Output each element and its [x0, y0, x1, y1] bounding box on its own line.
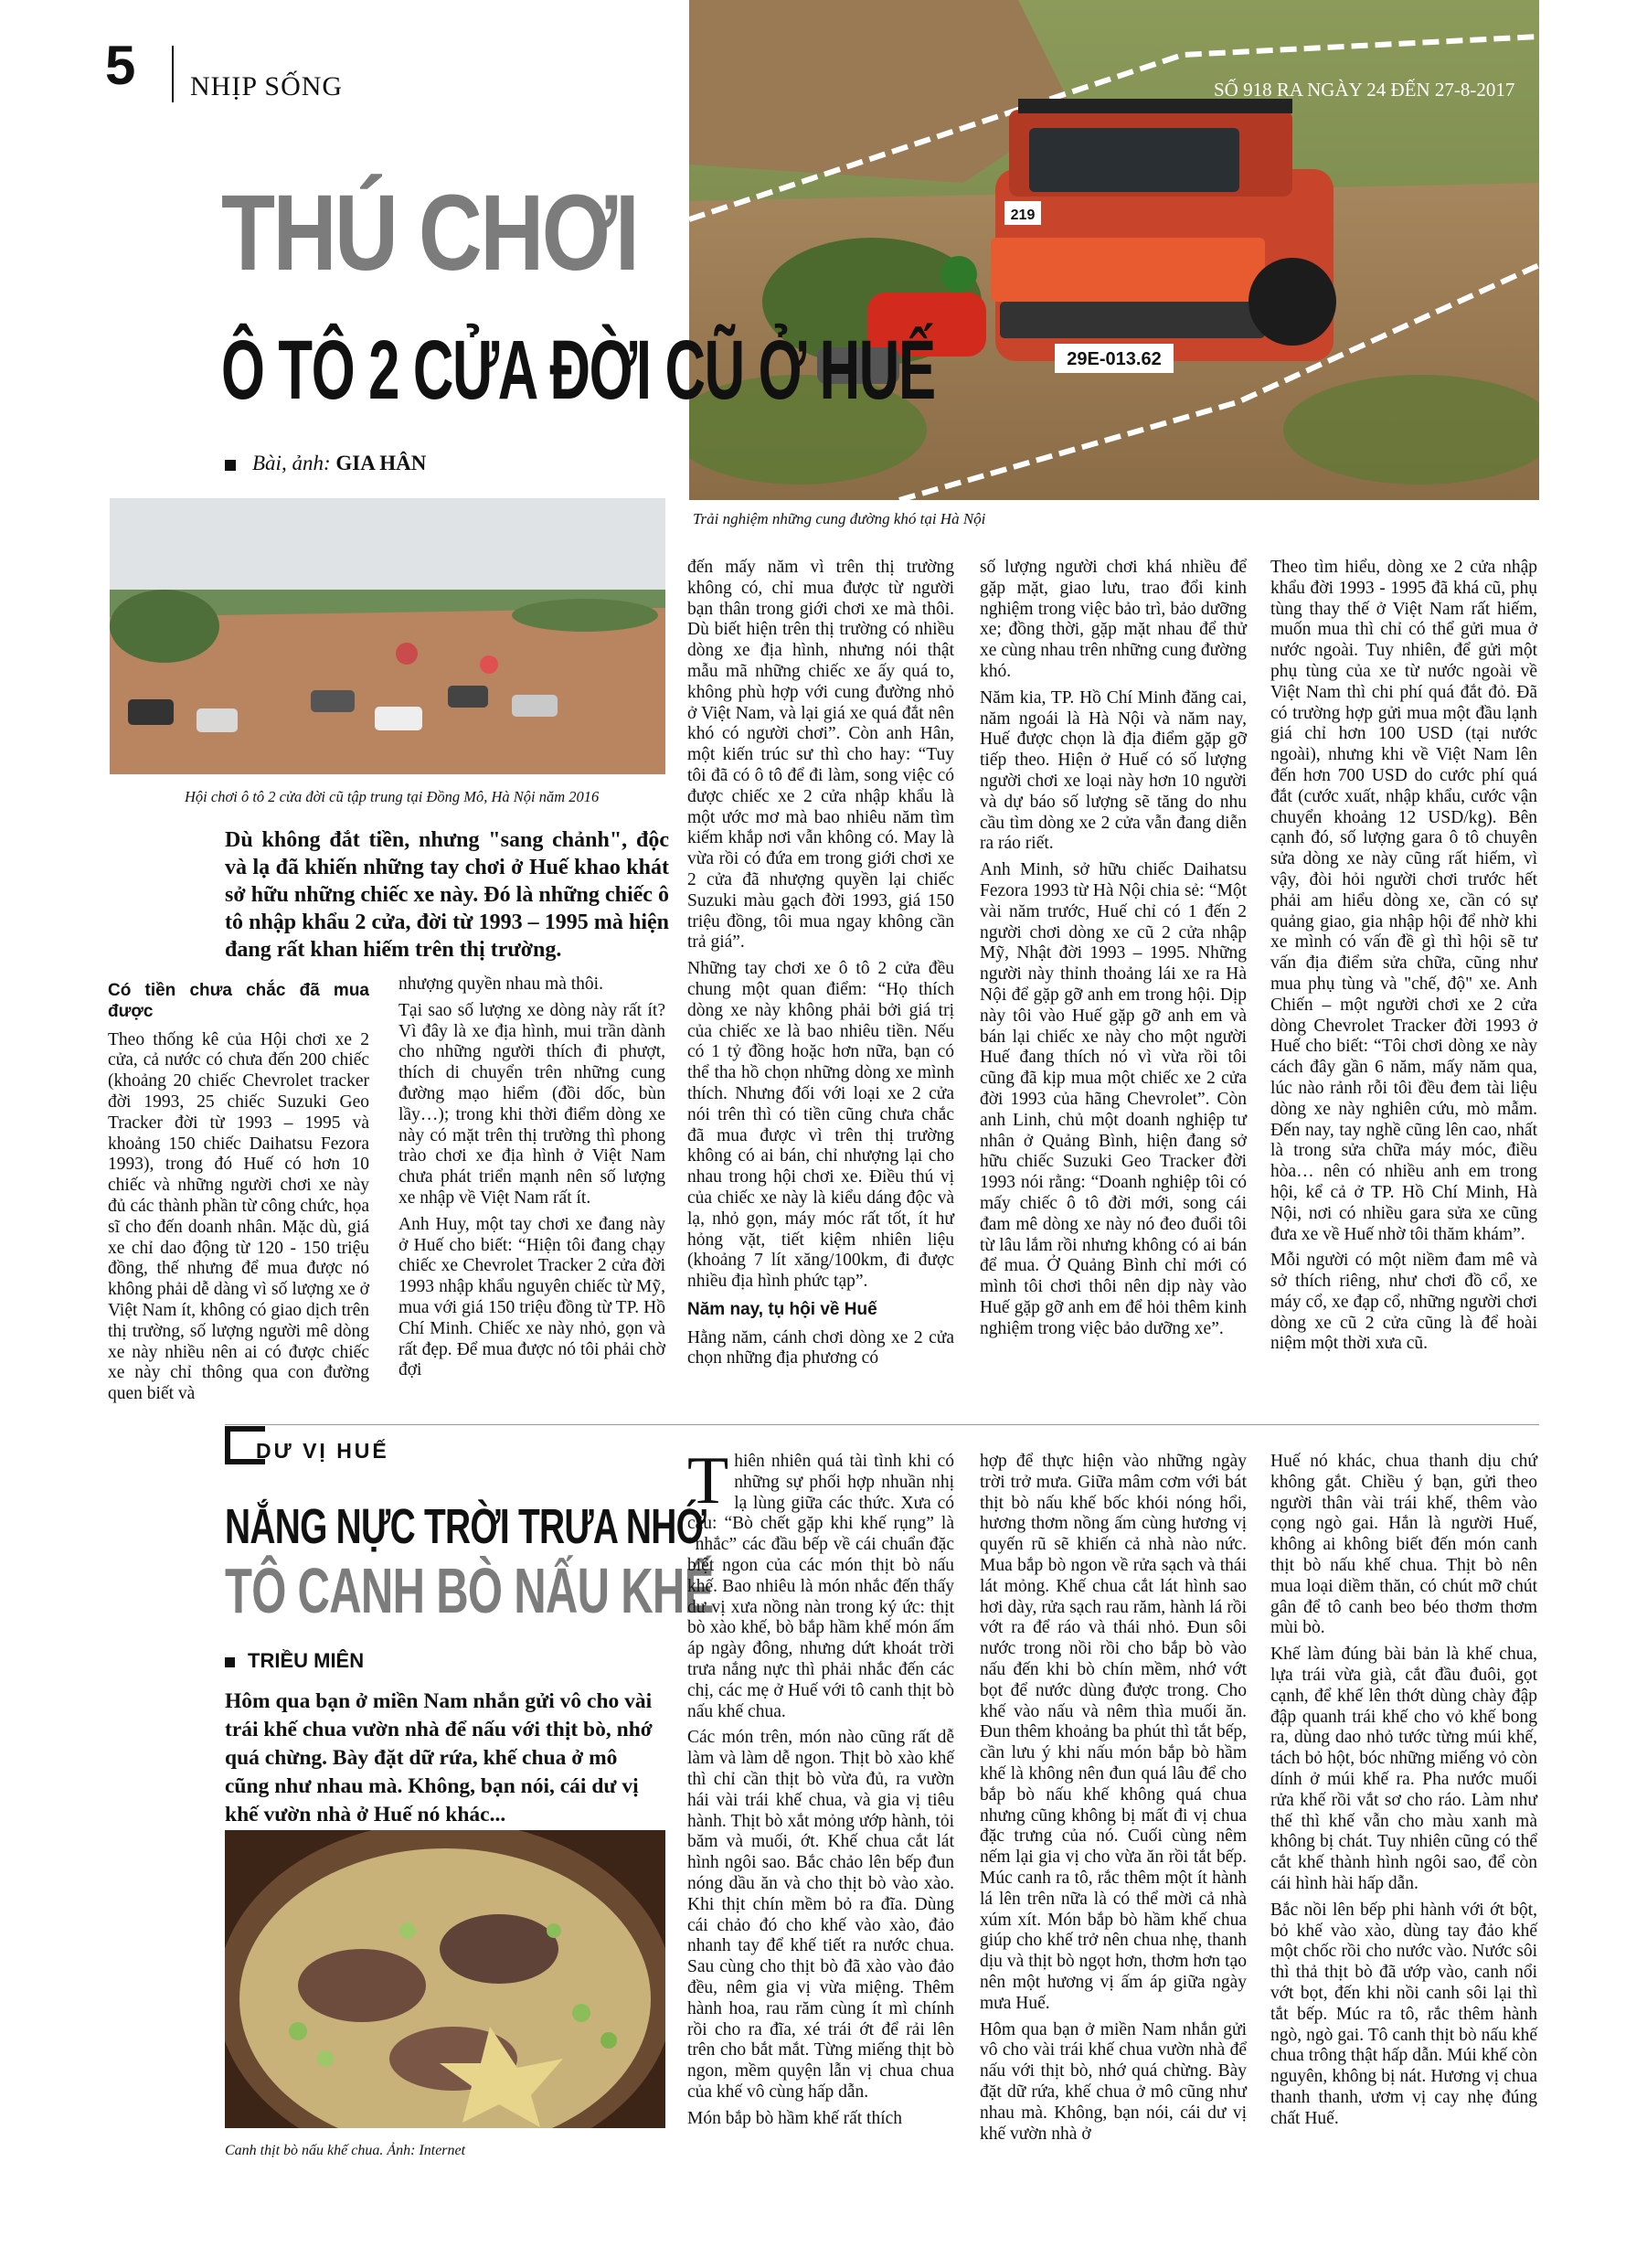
- photo-food-caption: Canh thịt bò nấu khế chua. Ảnh: Internet: [225, 2143, 466, 2158]
- byline-square-icon: [225, 460, 236, 471]
- article1-paragraph: đến mấy năm vì trên thị trường không có, chỉ mua được từ người bạn thân trong giới chơi xe mà thôi. Dù biết hiện trên thị trường có nhiều dòng xe địa hình, nhưng nói thật mẫu mã những chiếc xe ấy quá to, không phù hợp với cung đường nhỏ ở Việt Nam, và lại giá xe quá đắt nên khó có người chơi”. Còn anh Hân, một kiến trúc sư thì cho hay: “Tuy tôi đã có ô tô để đi làm, song việc có được chiếc xe 2 cửa nhập khẩu là một ước mơ mà bao nhiêu năm tìm kiếm khắp nơi vẫn không có. May là vừa rồi có đứa em trong giới chơi xe 2 cửa đã nhượng quyền lại chiếc Suzuki màu gạch đời 1993, giá 150 triệu đồng, tôi mua ngay không cần trả giá”.: [687, 558, 954, 953]
- article1-column-2: [398, 974, 665, 1387]
- soup-illustration: [225, 1830, 665, 2128]
- article1-subheading-2: Năm nay, tụ hội về Huế: [687, 1299, 877, 1319]
- meetup-illustration: [110, 498, 665, 774]
- license-plate: 29E-013.62: [1067, 349, 1162, 369]
- article1-title-line1: THÚ CHƠI: [221, 173, 638, 293]
- article1-paragraph: Hằng năm, cánh chơi dòng xe 2 cửa chọn những địa phương có: [687, 1327, 954, 1368]
- article2-paragraph: Hôm qua bạn ở miền Nam nhắn gửi vô cho vài trái khế chua vườn nhà để nấu với thịt bò, nhớ quá chừng. Bày đặt dữ rứa, khế chua ở mô cũng như nhau mà. Không, bạn nói, cái dư vị khế vườn nhà ở: [980, 2019, 1247, 2144]
- article2-paragraph: Khế làm đúng bài bản là khế chua, lựa trái vừa già, cắt đầu đuôi, gọt cạnh, để khế lên thớt dùng chày đập đập quanh trái khế cho vỏ khế bong ra, dùng dao nhỏ tước từng múi khế, tách bỏ hột, bóc những miếng vỏ còn dính ở múi khế ra. Pha nước muối rửa khế rồi vắt sơ cho ráo. Làm như thế thì khế vẫn cho màu xanh mà không bị chát. Tuy nhiên cũng có thể cắt khế thành hình ngôi sao, để còn cái hình hài hấp dẫn.: [1270, 1645, 1537, 1893]
- article2-column-1: [687, 1443, 954, 2135]
- article2-paragraph: Bắc nồi lên bếp phi hành với ớt bột, bỏ khế vào xào, dùng tay đảo khế một chốc rồi cho nước vào. Nước sôi thì thả thịt bò đã ướp vào, canh nổi vớt bọt, đến khi nồi canh sôi lại thì tắt bếp. Múc ra tô, rắc thêm hành ngò, ngò gai. Tô canh thịt bò nấu khế chua trông thật hấp dẫn. Múi khế còn nguyên, không bị nát. Hương vị chua thanh thanh, ươm vị cay nhẹ đúng chất Huế.: [1270, 1900, 1537, 2128]
- article2-paragraph-text: hiên nhiên quá tài tình khi có những sự phối hợp nhuần nhị lạ lùng giữa các thức. Xưa có câu: “Bò chết gặp khi khế rụng” là “nhắc” các đầu bếp về cái chuẩn đặc biệt ngon của các món thịt bò nấu khế. Bao nhiêu là món nhắc đến thấy dư vị xưa nồng nàn trong ký ức: thịt bò xào khế, bò bắp hầm khế món ấm áp ngày đông, nhưng dứt khoát trời trưa nắng nực thì phải nhắc đến các chị, các mẹ ở Huế với tô canh thịt bò nấu khế chua.: [687, 1452, 954, 1721]
- article1-paragraph: Anh Minh, sở hữu chiếc Daihatsu Fezora 1993 từ Hà Nội chia sẻ: “Một vài năm trước, Huế chỉ có 1 đến 2 người chơi dòng xe cũ 2 cửa nhập Mỹ, Nhật đời 1993 – 1995. Những người này thỉnh thoảng lái xe ra Hà Nội để gặp gỡ anh em trong hội. Dịp này tôi vào Huế gặp gỡ anh em và bán lại chiếc xe này cho một người Huế đang thích nó vì vừa rồi tôi cũng đã kịp mua một chiếc xe 2 cửa đời 1993 của hãng Chevrolet”. Còn anh Linh, chủ một doanh nghiệp tư nhân ở Quảng Bình, hiện đang sở hữu chiếc Suzuki Geo Tracker đời 1993 nói rằng: “Doanh nghiệp tôi có mấy chiếc ô tô đời mới, song cái đam mê dòng xe này nó đeo đuổi tôi từ lâu lắm rồi nhưng không có ai bán để mua. Ở Quảng Bình chỉ mới có mình tôi chơi thôi nên dịp này vào Huế gặp gỡ anh em để hỏi thêm kinh nghiệm trong việc bảo dưỡng xe”.: [980, 860, 1247, 1338]
- article1-byline: [225, 452, 426, 475]
- article1-column-3: [687, 558, 954, 1375]
- photo-beef-starfruit-soup: [225, 1830, 665, 2128]
- byline-prefix: Bài, ảnh:: [252, 452, 331, 474]
- article2-title-line1: NẮNG NỰC TRỜI TRƯA NHỚ: [225, 1499, 707, 1554]
- offroad-car-illustration: [689, 0, 1539, 500]
- dropcap: T: [687, 1443, 729, 1518]
- article1-subheading-1: Có tiền chưa chắc đã mua được: [108, 981, 369, 1021]
- article2-title-line2: TÔ CANH BÒ NẤU KHẾ: [225, 1555, 714, 1626]
- photo-main-caption: Trải nghiệm những cung đường khó tại Hà Nội: [693, 510, 986, 527]
- section-tag-label: DƯ VỊ HUẾ: [256, 1439, 389, 1463]
- article2-paragraph: hợp để thực hiện vào những ngày trời trở mưa. Giữa mâm cơm với bát thịt bò nấu khế bốc khói nóng hổi, hương thơm nồng ấm cùng hương vị quyến rũ sẽ khiến cả nhà nào nức. Mua bắp bò ngon về rửa sạch và thái lát mỏng. Khế chua cắt lát hình sao hơi dày, rửa sạch rau răm, hành lá rồi vớt ra để ráo và thái nhỏ. Đun sôi nước trong nồi rồi cho bắp bò vào nấu đến khi bò chín mềm, nhớ vớt bọt để nước dùng được trong. Cho khế vào nấu và nêm thìa muối ăn. Đun thêm khoảng ba phút thì tắt bếp, cần lưu ý khi nấu món bắp bò hầm khế là không nên đun quá lâu để cho bắp bò nấu khế không quá chua nhưng cũng không bị mất đi vị chua đặc trưng của nó. Cuối cùng nêm nếm lại gia vị cho vừa ăn rồi tắt bếp. Múc canh ra tô, rắc thêm một ít hành lá lên trên nữa là có thể mời cả nhà xúm xít. Món bắp bò hầm khế chua giúp cho khế trở nên chua nhẹ, thanh dịu và thịt bò ngọt hơn, thơm hơn tạo nên một hương vị ấm áp giữa ngày mưa Huế.: [980, 1452, 1247, 2013]
- car-number: 219: [1010, 208, 1036, 223]
- article1-column-4: [980, 558, 1247, 1345]
- article2-column-3: [1270, 1452, 1537, 2135]
- article1-paragraph: Những tay chơi xe ô tô 2 cửa đều chung một quan điểm: “Họ thích dòng xe này không phải bởi giá trị của chiếc xe là bao nhiêu tiền. Nếu có 1 tỷ đồng hoặc hơn nữa, bạn có thể tha hồ chọn những dòng xe mình thích. Nhưng đối với loại xe 2 cửa nói trên thì có tiền cũng chưa chắc đã mua được vì trên thị trường không có ai bán, chỉ nhượng lại cho nhau trong hội chơi xe. Điều thú vị của chiếc xe này là kiểu dáng độc và lạ, nhỏ gọn, máy móc rất tốt, ít hư hỏng vặt, tiết kiệm nhiên liệu (khoảng 7 lít xăng/100km, đi được nhiều địa hình phức tạp”.: [687, 959, 954, 1292]
- article1-paragraph: Tại sao số lượng xe dòng này rất ít? Vì đây là xe địa hình, mui trần dành cho những người thích đi phượt, thích di chuyển trên những cung đường mạo hiểm (đồi dốc, bùn lầy…); trong khi thời điểm dòng xe này có mặt trên thị trường thì phong trào chơi xe địa hình ở Việt Nam chưa phát triển mạnh nên số lượng xe nhập về Việt Nam rất ít.: [398, 1000, 665, 1208]
- article2-paragraph: Các món trên, món nào cũng rất dễ làm và làm dễ ngon. Thịt bò xào khế thì chỉ cần thịt bò vừa đủ, ra vườn hái vài trái khế chua, và gia vị tiêu hành. Thịt bò xắt mỏng ướp hành, tỏi băm và muối, ớt. Khế chua cắt lát hình ngôi sao. Bắc chảo lên bếp đun nóng dầu ăn và cho thịt bò vào xào. Khi thịt chín mềm bỏ ra đĩa. Dùng cái chảo đó cho khế vào xào, đảo nhanh tay để khế tiết ra nước chua. Sau cùng cho thịt bò đã xào vào đảo đều, nêm gia vị vừa miệng. Thêm hành hoa, rau răm cùng ít mì chính rồi cho ra đĩa, xé trái ớt để rải lên trên cho bắt mắt. Từng miếng thịt bò ngon, mềm quyện lẫn vị chua chua của khế vô cùng hấp dẫn.: [687, 1728, 954, 2102]
- article2-paragraph: Huế nó khác, chua thanh dịu chứ không gắt. Chiều ý bạn, gửi theo người thân vài trái khế, thêm vào cọng ngò gai. Hắn là người Huế, không ai không biết đến món canh thịt bò nấu khế chua. Thịt bò nên mua loại diềm thăn, có chút mỡ chút gân để tô canh beo béo thơm thơm mùi bò.: [1270, 1452, 1537, 1638]
- article2-lead: Hôm qua bạn ở miền Nam nhắn gửi vô cho vài trái khế chua vườn nhà để nấu với thịt bò, nhớ quá chừng. Bày đặt dữ rứa, khế chua ở mô cũng như nhau mà. Không, bạn nói, cái dư vị khế vườn nhà ở Huế nó khác...: [225, 1689, 653, 1826]
- article1-column-5: [1270, 558, 1537, 1360]
- article1-column-1: [108, 974, 369, 1411]
- article2-paragraph: Món bắp bò hầm khế rất thích: [687, 2108, 903, 2128]
- byline-name: TRIỀU MIÊN: [248, 1649, 365, 1672]
- article1-title-line2: Ô TÔ 2 CỬA ĐỜI CŨ Ở HUẾ: [221, 324, 935, 417]
- page-number: 5: [105, 35, 136, 96]
- article1-paragraph: nhượng quyền nhau mà thôi.: [398, 974, 603, 994]
- article-divider: [225, 1424, 1539, 1425]
- article2-byline: [225, 1649, 364, 1673]
- article1-lead: Dù không đắt tiền, nhưng "sang chảnh", độc và lạ đã khiến những tay chơi ở Huế khao khát sở hữu những chiếc xe này. Đó là những chiếc ô tô nhập khẩu 2 cửa, đời từ 1993 – 1995 mà hiện đang rất khan hiếm trên thị trường.: [225, 828, 669, 962]
- article1-paragraph: Năm kia, TP. Hồ Chí Minh đăng cai, năm ngoái là Hà Nội và năm nay, Huế được chọn là địa điểm gặp gỡ tiếp theo. Hiện ở Huế có số lượng người chơi xe loại này hơn 10 người và dự báo số lượng sẽ tăng do nhu cầu tìm dòng xe 2 cửa vẫn đang diễn ra ráo riết.: [980, 687, 1247, 854]
- byline-name: GIA HÂN: [335, 452, 427, 474]
- article2-column-2: [980, 1452, 1247, 2150]
- article1-paragraph: Theo thống kê của Hội chơi xe 2 cửa, cả nước có chưa đến 200 chiếc (khoảng 20 chiếc Chevrolet tracker đời 1993, 25 chiếc Suzuki Geo Tracker đời từ 1993 – 1995 và khoảng 150 chiếc Daihatsu Fezora 1993), trong đó Huế có hơn 10 chiếc và những người chơi xe này đủ các thành phần từ công chức, họa sĩ cho đến doanh nhân. Mặc dù, giá xe chỉ dao động từ 120 - 150 triệu đồng, thế nhưng để mua được nó không phải dễ dàng vì số lượng xe ở Việt Nam ít, không có giao dịch trên thị trường, số lượng người mê dòng xe này nhiều nên ai có được chiếc xe này chỉ thông qua con đường quen biết và: [108, 1029, 369, 1404]
- article1-paragraph: Theo tìm hiểu, dòng xe 2 cửa nhập khẩu đời 1993 - 1995 đã khá cũ, phụ tùng thay thế ở Việt Nam rất hiếm, muốn mua thì chỉ có thể gửi mua ở nước ngoài. Tuy nhiên, để gửi một phụ tùng của xe từ nước ngoài về Việt Nam thì chi phí quá đắt đỏ. Đã có trường hợp gửi mua một đầu lạnh giá chỉ hơn 100 USD (tại nước ngoài), nhưng khi về Việt Nam lên đến hơn 700 USD do cước phí quá đắt (cước xuất, nhập khẩu, cước vận chuyển khoảng 12 USD/kg). Bên cạnh đó, số lượng gara ô tô chuyên sửa dòng xe này cũng rất hiếm, vì vậy, đòi hỏi người chơi trước hết phải am hiểu dòng xe, cần có sự quảng giao, gia nhập hội để nhờ khi xe mình có vấn đề gì thì hội sẽ tư vấn địa điểm sửa chữa, cũng như mua phụ tùng và "chế, độ" xe. Anh Chiến – một người chơi xe 2 cửa dòng Chevrolet Tracker đời 1993 ở Huế cho biết: “Tôi chơi dòng xe này cách đây gần 6 năm, mấy năm qua, lúc nào rảnh rỗi tôi đều đem tài liệu dòng xe này nghiên cứu, mò mẫm. Đến nay, tay nghề cũng lên cao, nhất là trong sửa chữa máy móc, điều hòa… nên có nhiều anh em trong hội, kể cả ở TP. Hồ Chí Minh, Hà Nội, nơi có nhiều gara sửa xe cũng đưa xe về Huế nhờ tôi thăm khám”.: [1270, 558, 1537, 1244]
- photo-small-caption: Hội chơi ô tô 2 cửa đời cũ tập trung tại Đồng Mô, Hà Nội năm 2016: [185, 788, 600, 805]
- article1-paragraph: Mỗi người có một niềm đam mê và sở thích riêng, như chơi đồ cổ, xe máy cổ, xe đạp cổ, những người chơi dòng xe cũ 2 cửa cũng là để hoài niệm một thời xưa cũ.: [1270, 1251, 1537, 1354]
- header-divider: [172, 46, 174, 102]
- section-name: NHỊP SỐNG: [190, 71, 344, 101]
- article2-paragraph: [687, 1443, 954, 1722]
- photo-small-meetup: [110, 498, 665, 774]
- issue-info: SỐ 918 RA NGÀY 24 ĐẾN 27-8-2017: [1214, 79, 1515, 101]
- photo-main-offroad: [689, 0, 1539, 500]
- article1-paragraph: số lượng người chơi khá nhiều để gặp mặt, giao lưu, trao đổi kinh nghiệm trong việc bảo trì, bảo dưỡng xe; đồng thời, gặp mặt nhau để thử xe cùng nhau trên những cung đường khó.: [980, 558, 1247, 681]
- article1-paragraph: Anh Huy, một tay chơi xe đang này ở Huế cho biết: “Hiện tôi đang chạy chiếc xe Chevrolet Tracker 2 cửa đời 1993 nhập khẩu nguyên chiếc từ Mỹ, mua với giá 150 triệu đồng từ TP. Hồ Chí Minh. Chiếc xe này nhỏ, gọn và rất đẹp. Để mua được nó tôi phải chờ đợi: [398, 1214, 665, 1380]
- byline-square-icon: [225, 1657, 235, 1667]
